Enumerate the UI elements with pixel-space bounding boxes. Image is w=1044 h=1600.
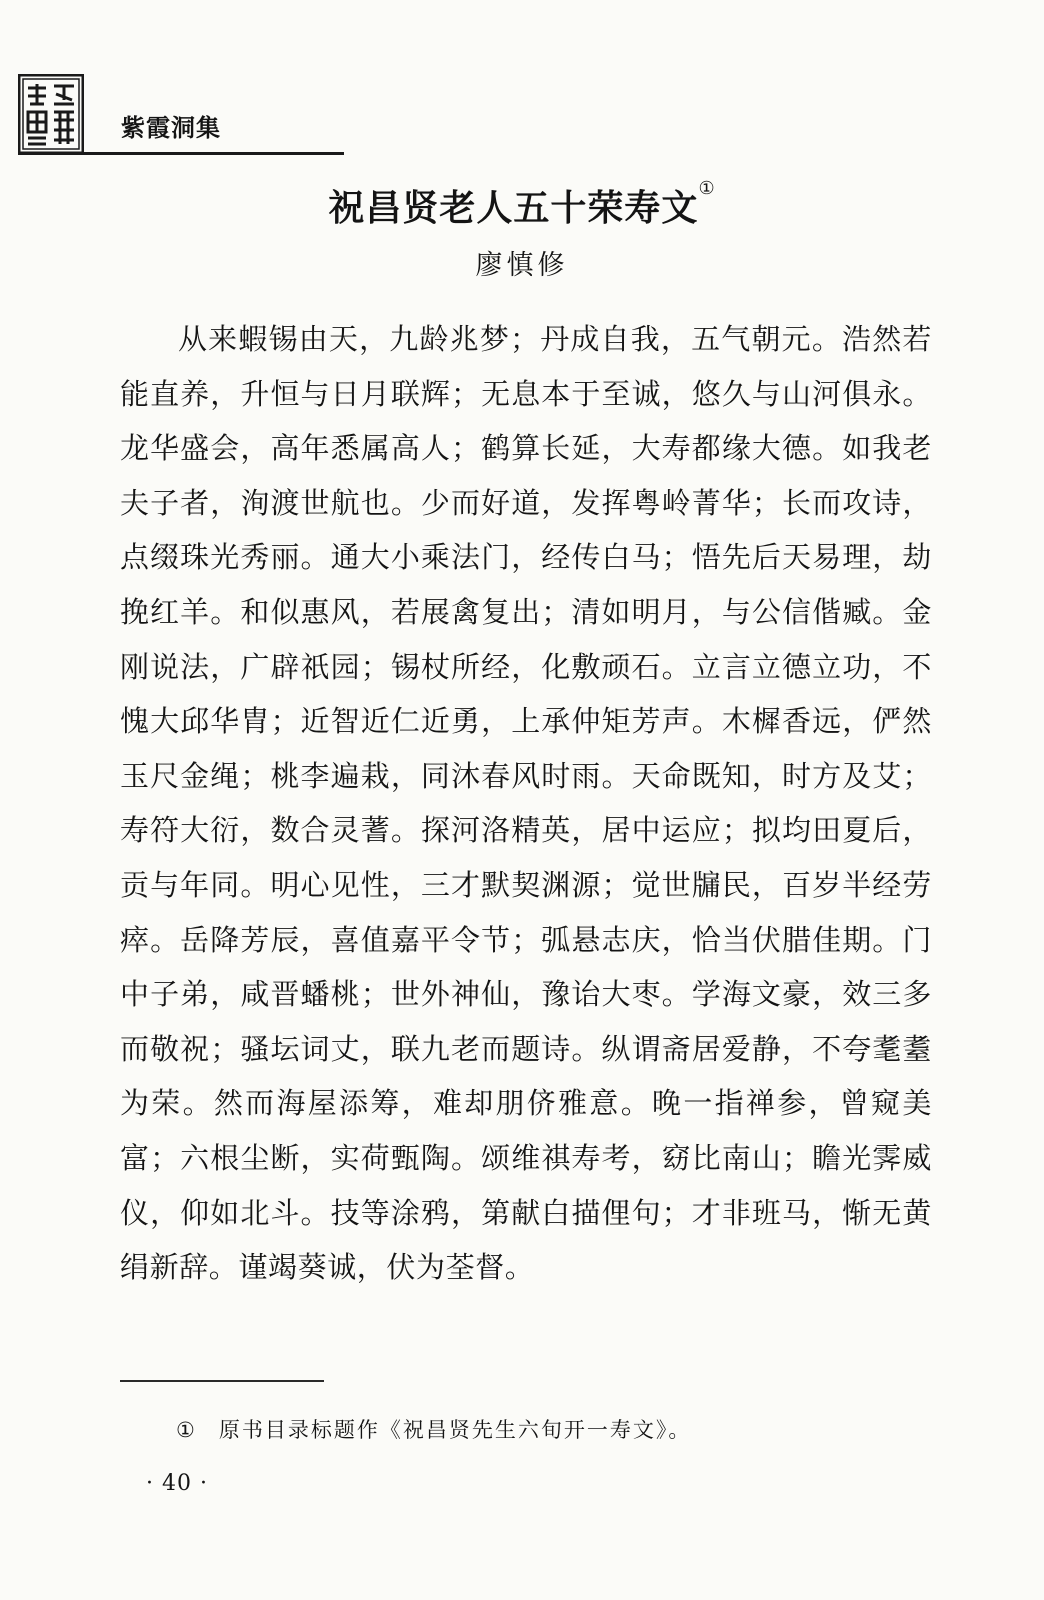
footnote-text: 原书目录标题作《祝昌贤先生六旬开一寿文》。 bbox=[218, 1418, 692, 1442]
text-line: 从来蝦锡由天，九龄兆梦；丹成自我，五气朝元。浩然若 bbox=[178, 322, 932, 356]
text-line: 而敬祝；骚坛词丈，联九老而题诗。纵谓斋居爱静，不夸耄耋 bbox=[120, 1031, 932, 1066]
text-line: 富；六根尘断，实荷甄陶。颂维祺寿考，窈比南山；瞻光霁威 bbox=[120, 1140, 932, 1175]
text-line: 玉尺金绳；桃李遍栽，同沐春风时雨。天命既知，时方及艾； bbox=[120, 758, 932, 793]
text-line: 绢新辞。谨竭葵诚，伏为荃督。 bbox=[120, 1250, 535, 1285]
text-line: 能直养，升恒与日月联辉；无息本于至诚，悠久与山河俱永。 bbox=[120, 376, 932, 411]
running-header-book-title: 紫霞洞集 bbox=[121, 114, 221, 142]
text-line: 为荣。然而海屋添筹，难却朋侪雅意。晚一指禅参，曾窥美 bbox=[120, 1086, 932, 1121]
text-line: 贡与年同。明心见性，三才默契渊源；觉世牖民，百岁半经劳 bbox=[120, 867, 932, 902]
title-footnote-marker: ① bbox=[698, 178, 716, 199]
article-title-text: 祝昌贤老人五十荣寿文 bbox=[328, 187, 699, 229]
text-line: 寿符大衍，数合灵蓍。探河洛精英，居中运应；拟均田夏后， bbox=[120, 813, 932, 848]
article-author: 廖慎修 bbox=[475, 250, 569, 281]
text-line: 瘁。岳降芳辰，喜值嘉平令节；弧悬志庆，恰当伏腊佳期。门 bbox=[120, 922, 932, 957]
text-line: 夫子者，洵渡世航也。少而好道，发挥粤岭菁华；长而攻诗， bbox=[120, 485, 932, 520]
seal-logo bbox=[18, 74, 84, 154]
article-title bbox=[0, 180, 1044, 231]
text-line: 点缀珠光秀丽。通大小乘法门，经传白马；悟先后天易理，劫 bbox=[120, 540, 932, 575]
footnote bbox=[176, 1414, 691, 1444]
header-rule bbox=[18, 152, 344, 155]
text-line: 中子弟，咸晋蟠桃；世外神仙，豫诒大枣。学海文豪，效三多 bbox=[120, 977, 932, 1012]
page-number: · 40 · bbox=[146, 1471, 208, 1496]
footnote-rule bbox=[120, 1380, 324, 1382]
text-line: 仪，仰如北斗。技等涂鸦，第献白描俚句；才非班马，惭无黄 bbox=[120, 1195, 932, 1230]
text-line: 愧大邱华胄；近智近仁近勇，上承仲矩芳声。木樨香远，俨然 bbox=[120, 704, 932, 739]
text-line: 挽红羊。和似惠风，若展禽复出；清如明月，与公信偕臧。金 bbox=[120, 594, 932, 629]
footnote-marker: ① bbox=[176, 1418, 197, 1442]
body-paragraph bbox=[120, 312, 932, 1295]
text-line: 刚说法，广辟祇园；锡杖所经，化敷顽石。立言立德立功，不 bbox=[120, 649, 932, 684]
text-line: 龙华盛会，高年悉属高人；鹤算长延，大寿都缘大德。如我老 bbox=[120, 431, 932, 466]
